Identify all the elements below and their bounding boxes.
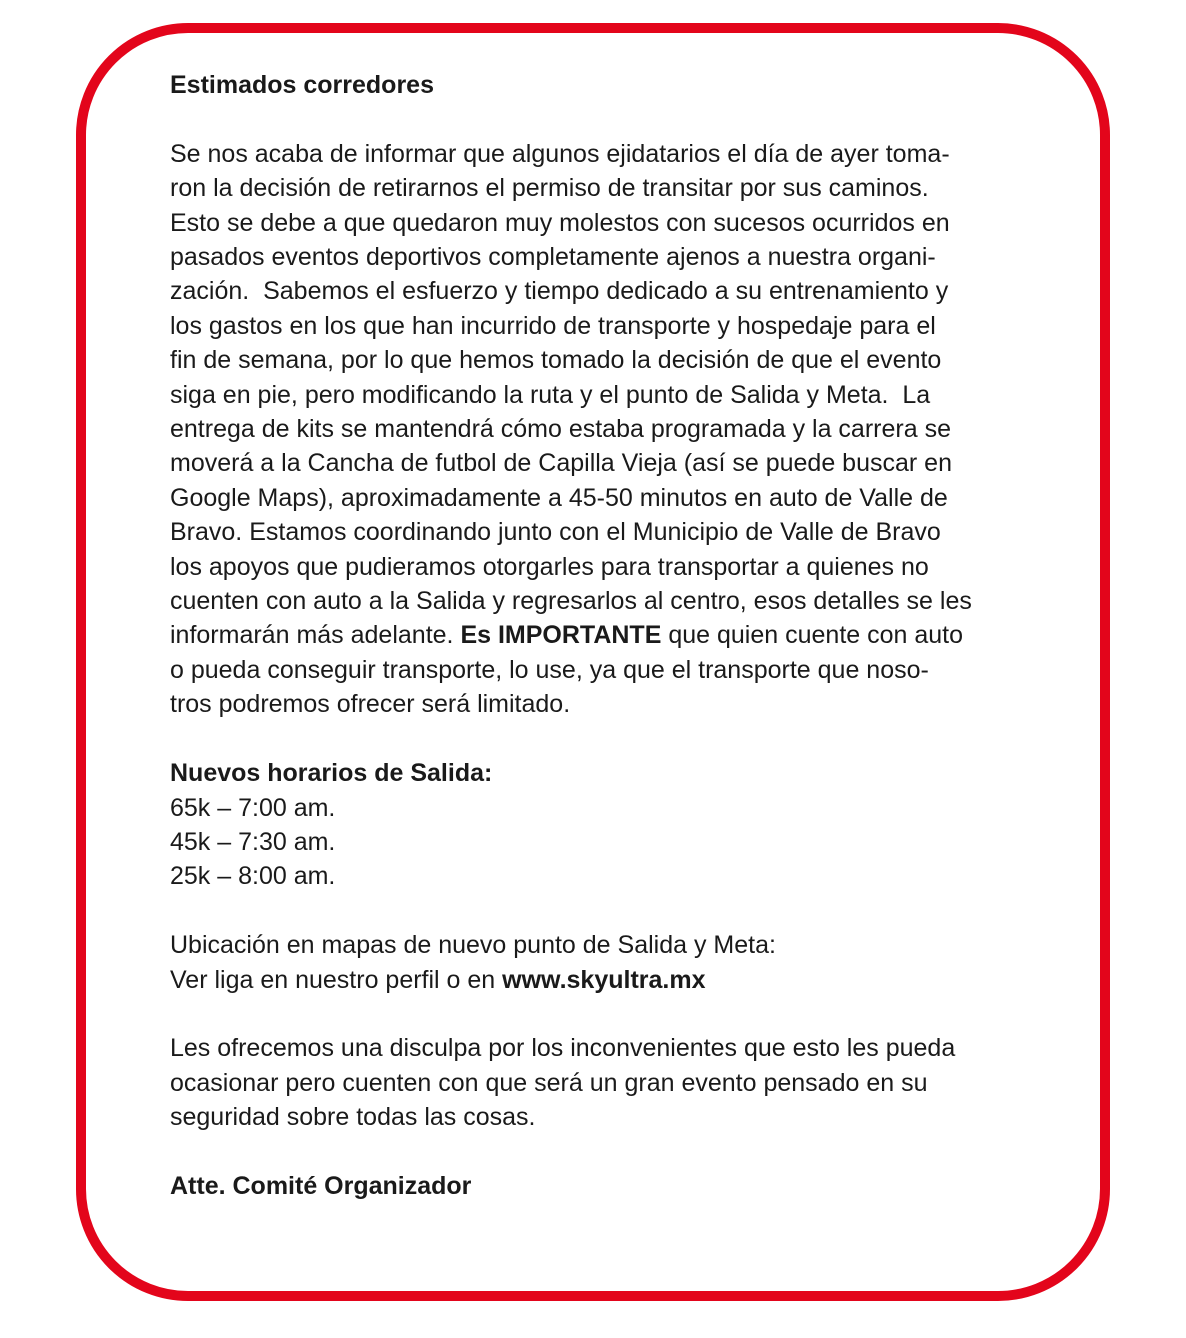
body-line: fin de semana, por lo que hemos tomado la decisión de que el evento bbox=[170, 346, 942, 375]
schedule-item: 25k – 8:00 am. bbox=[170, 862, 336, 891]
apology-line: Les ofrecemos una disculpa por los inconvenientes que esto les pueda bbox=[170, 1034, 956, 1063]
schedule-title: Nuevos horarios de Salida: bbox=[170, 759, 493, 788]
body-line: cuenten con auto a la Salida y regresarlos al centro, esos detalles se les bbox=[170, 587, 972, 616]
body-line-text: informarán más adelante. bbox=[170, 621, 461, 650]
body-line: tros podremos ofrecer será limitado. bbox=[170, 690, 571, 719]
body-line: zación. Sabemos el esfuerzo y tiempo dedicado a su entrenamiento y bbox=[170, 277, 949, 306]
location-label: Ubicación en mapas de nuevo punto de Salida y Meta: bbox=[170, 931, 776, 960]
body-line: moverá a la Cancha de futbol de Capilla Vieja (así se puede buscar en bbox=[170, 449, 952, 478]
apology-line: ocasionar pero cuenten con que será un gran evento pensado en su bbox=[170, 1068, 928, 1097]
location-line bbox=[170, 963, 1070, 997]
apology-line: seguridad sobre todas las cosas. bbox=[170, 1103, 536, 1132]
body-line-text: que quien cuente con auto bbox=[661, 621, 964, 650]
body-line: Esto se debe a que quedaron muy molestos con sucesos ocurridos en bbox=[170, 208, 950, 237]
body-line: entrega de kits se mantendrá cómo estaba programada y la carrera se bbox=[170, 415, 951, 444]
greeting: Estimados corredores bbox=[170, 71, 434, 99]
body-line: los gastos en los que han incurrido de transporte y hospedaje para el bbox=[170, 311, 936, 340]
signature: Atte. Comité Organizador bbox=[170, 1171, 472, 1200]
body-line: o pueda conseguir transporte, lo use, ya que el transporte que noso- bbox=[170, 655, 929, 684]
location-text: Ver liga en nuestro perfil o en bbox=[170, 965, 503, 994]
website-link[interactable]: www.skyultra.mx bbox=[502, 965, 706, 994]
important-emphasis: Es IMPORTANTE bbox=[460, 621, 662, 650]
body-line-important bbox=[170, 618, 1070, 652]
body-line: ron la decisión de retirarnos el permiso de transitar por sus caminos. bbox=[170, 174, 929, 203]
body-line: Bravo. Estamos coordinando junto con el Municipio de Valle de Bravo bbox=[170, 518, 941, 547]
body-line: los apoyos que pudieramos otorgarles para transportar a quienes no bbox=[170, 552, 929, 581]
body-line: Se nos acaba de informar que algunos ejidatarios el día de ayer toma- bbox=[170, 139, 950, 168]
schedule-item: 65k – 7:00 am. bbox=[170, 793, 336, 822]
body-line: siga en pie, pero modificando la ruta y el punto de Salida y Meta. La bbox=[170, 380, 931, 409]
body-line: Google Maps), aproximadamente a 45-50 minutos en auto de Valle de bbox=[170, 483, 948, 512]
body-paragraph bbox=[170, 137, 1070, 722]
schedule-item: 45k – 7:30 am. bbox=[170, 827, 336, 856]
body-line: pasados eventos deportivos completamente ajenos a nuestra organi- bbox=[170, 243, 936, 272]
notice-content bbox=[170, 68, 1070, 1203]
